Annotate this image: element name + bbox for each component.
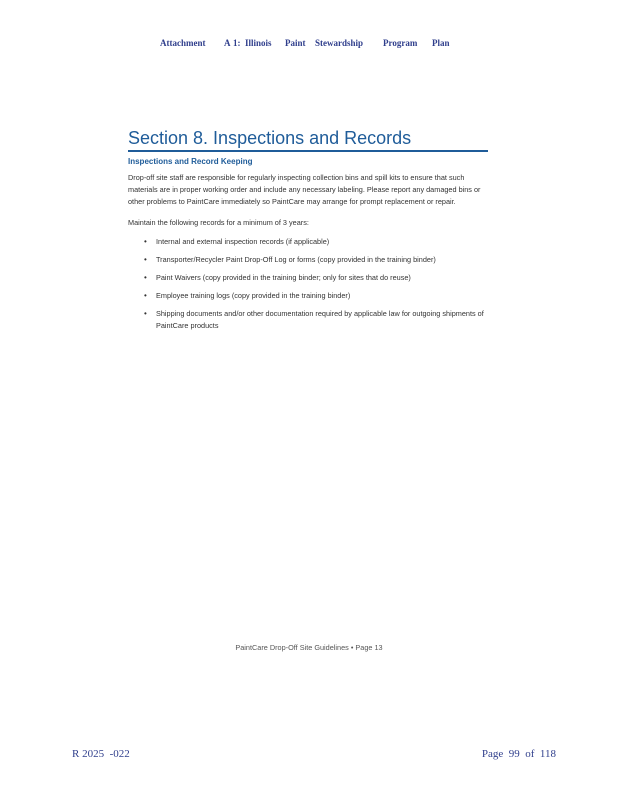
bullet-icon: • <box>144 291 147 300</box>
list-item <box>142 308 490 332</box>
records-intro-paragraph: Maintain the following records for a minimum of 3 years: <box>128 218 309 227</box>
list-item-text: Shipping documents and/or other documentation required by applicable law for outgoing shipments of PaintCare products <box>156 309 484 330</box>
list-item <box>142 290 490 302</box>
list-item-text: Employee training logs (copy provided in the training binder) <box>156 291 351 300</box>
header-word: Stewardship <box>315 38 364 48</box>
list-item-text: Transporter/Recycler Paint Drop-Off Log or forms (copy provided in the training binder) <box>156 255 436 264</box>
running-header <box>0 38 618 52</box>
list-item-text: Paint Waivers (copy provided in the training binder; only for sites that do reuse) <box>156 273 411 282</box>
list-item <box>142 254 490 266</box>
header-word: Program <box>383 38 418 48</box>
header-word: Attachment <box>160 38 206 48</box>
list-item <box>142 236 490 248</box>
bullet-icon: • <box>144 273 147 282</box>
header-word: Paint <box>285 38 306 48</box>
bullet-icon: • <box>144 237 147 246</box>
records-list <box>142 236 490 338</box>
page-number: Page 99 of 118 <box>481 748 556 760</box>
header-word: Illinois <box>245 38 272 48</box>
inspection-paragraph: Drop-off site staff are responsible for regularly inspecting collection bins and spill kits to ensure that such materials are in proper working order and include any necessary labeling. Please report any damaged bins or other problems to PaintCare immediately so PaintCare may arrange for prompt replacement or repair. <box>128 173 481 206</box>
list-item-text: Internal and external inspection records (if applicable) <box>156 237 330 246</box>
header-word: A <box>224 38 231 48</box>
section-subheading: Inspections and Record Keeping <box>128 157 253 166</box>
bullet-icon: • <box>144 255 147 264</box>
header-word: Plan <box>432 38 450 48</box>
header-word: 1: <box>233 38 241 48</box>
section-title: Section 8. Inspections and Records <box>128 128 488 152</box>
page-footer: PaintCare Drop-Off Site Guidelines • Page 13 <box>235 643 383 652</box>
bullet-icon: • <box>144 309 147 318</box>
document-reference: R 2025 -022 <box>72 748 130 760</box>
list-item <box>142 272 490 284</box>
